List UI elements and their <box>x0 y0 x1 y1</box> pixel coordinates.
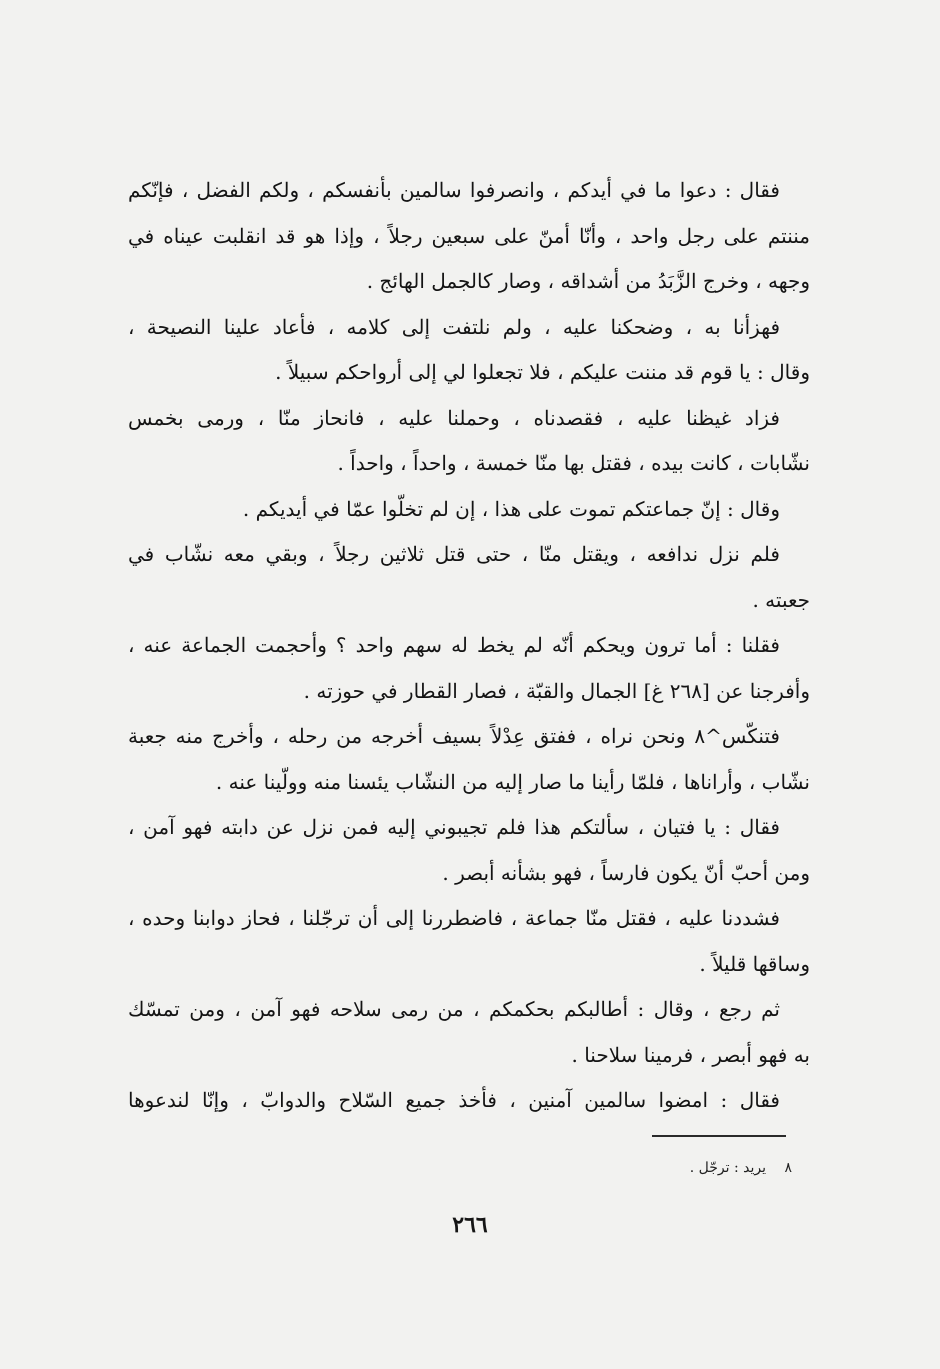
text-line: فقال : امضوا سالمين آمنين ، فأخذ جميع السّلاح والدوابّ ، وإنّا لندعوها <box>128 1088 780 1112</box>
text-line: وقال : إنّ جماعتكم تموت على هذا ، إن لم تخلّوا عمّا في أيديكم . <box>242 496 780 521</box>
text-line: فهزأنا به ، وضحكنا عليه ، ولم نلتفت إلى كلامه ، فأعاد علينا النصيحة ، <box>128 314 780 339</box>
body-text <box>128 168 810 1124</box>
text-line: ومن أحبّ أنّ يكون فارساً ، فهو بشأنه أبصر . <box>442 860 810 885</box>
text-line: فقلنا : أما ترون ويحكم أنّه لم يخط له سهم واحد ؟ وأحجمت الجماعة عنه ، <box>128 633 780 657</box>
footnote-number: ٨ <box>784 1160 792 1176</box>
text-line: به فهو أبصر ، فرمينا سلاحنا . <box>571 1042 810 1067</box>
text-line: فزاد غيظنا عليه ، فقصدناه ، وحملنا عليه ، فانحاز منّا ، ورمى بخمس <box>128 405 780 430</box>
text-line: جعبته . <box>752 587 810 612</box>
text-line: فقال : يا فتيان ، سألتكم هذا فلم تجيبوني إليه فمن نزل عن دابته فهو آمن ، <box>128 815 780 839</box>
footnote <box>560 1160 792 1176</box>
text-line: وأفرجنا عن [٢٦٨ غ] الجمال والقبّة ، فصار القطار في حوزته . <box>303 678 810 703</box>
text-line: فلم نزل ندافعه ، ويقتل منّا ، حتى قتل ثلاثين رجلاً ، وبقي معه نشّاب في <box>128 542 780 566</box>
footnote-text: يريد : ترجّل . <box>689 1160 767 1176</box>
text-line: فقال : دعوا ما في أيدكم ، وانصرفوا سالمين بأنفسكم ، ولكم الفضل ، فإنّكم <box>128 178 780 202</box>
text-line: وقال : يا قوم قد مننت عليكم ، فلا تجعلوا لي إلى أرواحكم سبيلاً . <box>275 360 810 384</box>
text-line: ثم رجع ، وقال : أطالبكم بحكمكم ، من رمى سلاحه فهو آمن ، ومن تمسّك <box>128 997 780 1021</box>
page-number: ٢٦٦ <box>452 1212 488 1238</box>
text-line: نشّاب ، وأراناها ، فلمّا رأينا ما صار إليه من النشّاب يئسنا منه وولّينا عنه . <box>215 769 810 794</box>
text-line: نشّابات ، كانت بيده ، فقتل بها منّا خمسة ، واحداً ، واحداً . <box>337 451 810 475</box>
footnote-separator <box>652 1135 786 1137</box>
text-line: وساقها قليلاً . <box>699 951 810 976</box>
text-line: وجهه ، وخرج الزَّبَدُ من أشداقه ، وصار كالجمل الهائج . <box>366 269 810 293</box>
text-line: فتنكّس^٨ ونحن نراه ، ففتق عِدْلاً بسيف أخرجه من رحله ، وأخرج منه جعبة <box>128 724 780 748</box>
text-line: مننتم على رجل واحد ، وأنّا أمنّ على سبعين رجلاً ، وإذا هو قد انقلبت عيناه في <box>128 223 810 248</box>
text-line: فشددنا عليه ، فقتل منّا جماعة ، فاضطررنا إلى أن ترجّلنا ، فحاز دوابنا وحده ، <box>128 906 780 930</box>
